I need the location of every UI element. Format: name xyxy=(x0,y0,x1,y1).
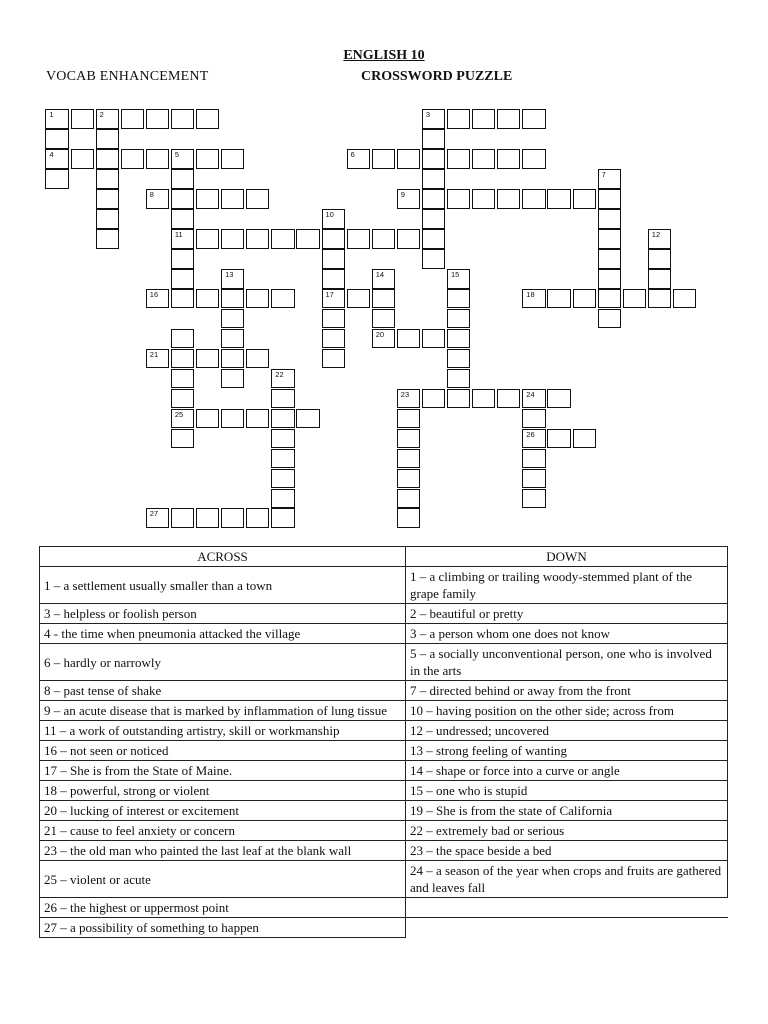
across-clue: 23 – the old man who painted the last leaf at the blank wall xyxy=(40,841,406,861)
crossword-cell[interactable] xyxy=(96,209,119,229)
crossword-cell[interactable] xyxy=(71,109,94,129)
crossword-cell[interactable] xyxy=(347,289,370,309)
page-title: ENGLISH 10 xyxy=(343,48,425,63)
crossword-cell[interactable] xyxy=(648,289,671,309)
table-row xyxy=(40,644,728,681)
clue-number: 8 xyxy=(149,190,154,200)
crossword-cell[interactable] xyxy=(497,149,520,169)
crossword-cell[interactable] xyxy=(171,229,194,249)
clue-number: 18 xyxy=(526,289,535,299)
crossword-cell[interactable] xyxy=(497,189,520,209)
crossword-cell[interactable] xyxy=(522,469,545,489)
crossword-cell[interactable] xyxy=(146,289,169,309)
crossword-cell[interactable] xyxy=(196,349,219,369)
crossword-cell[interactable] xyxy=(422,129,445,149)
crossword-cell[interactable] xyxy=(598,249,621,269)
clue-number: 6 xyxy=(350,150,355,160)
crossword-cell[interactable] xyxy=(96,109,119,129)
clue-number: 26 xyxy=(526,429,535,439)
crossword-cell[interactable] xyxy=(45,129,68,149)
crossword-cell[interactable] xyxy=(397,429,420,449)
clue-number: 22 xyxy=(275,369,284,379)
across-clue: 9 – an acute disease that is marked by inflammation of lung tissue xyxy=(40,701,406,721)
crossword-cell[interactable] xyxy=(322,209,345,229)
crossword-cell[interactable] xyxy=(397,409,420,429)
crossword-cell[interactable] xyxy=(422,389,445,409)
crossword-cell[interactable] xyxy=(322,309,345,329)
crossword-cell[interactable] xyxy=(246,508,269,528)
across-clue: 11 – a work of outstanding artistry, skill or workmanship xyxy=(40,721,406,741)
crossword-cell[interactable] xyxy=(397,449,420,469)
crossword-cell[interactable] xyxy=(447,269,470,289)
crossword-cell[interactable] xyxy=(271,389,294,409)
clues-table xyxy=(39,546,728,938)
crossword-cell[interactable] xyxy=(146,349,169,369)
crossword-cell[interactable] xyxy=(472,389,495,409)
table-row xyxy=(40,721,728,741)
clue-number: 16 xyxy=(149,289,159,299)
down-clue: 22 – extremely bad or serious xyxy=(406,821,728,841)
table-row xyxy=(40,898,728,918)
table-row xyxy=(40,701,728,721)
clue-number: 15 xyxy=(451,270,460,279)
crossword-cell[interactable] xyxy=(45,149,68,169)
crossword-cell[interactable] xyxy=(271,409,294,429)
table-row xyxy=(40,681,728,701)
crossword-cell[interactable] xyxy=(146,149,169,169)
crossword-cell[interactable] xyxy=(196,409,219,429)
empty-cell xyxy=(406,898,728,918)
crossword-cell[interactable] xyxy=(598,209,621,229)
across-clue: 4 - the time when pneumonia attacked the village xyxy=(40,624,406,644)
crossword-cell[interactable] xyxy=(573,289,596,309)
crossword-cell[interactable] xyxy=(171,249,194,269)
clue-number: 10 xyxy=(325,210,334,220)
crossword-cell[interactable] xyxy=(422,209,445,229)
crossword-cell[interactable] xyxy=(171,289,194,309)
crossword-cell[interactable] xyxy=(673,289,696,309)
crossword-cell[interactable] xyxy=(522,449,545,469)
clue-number: 1 xyxy=(49,110,54,120)
clue-number: 17 xyxy=(325,289,334,299)
crossword-cell[interactable] xyxy=(221,369,244,389)
clue-rows xyxy=(40,567,728,938)
crossword-cell[interactable] xyxy=(246,349,269,369)
crossword-cell[interactable] xyxy=(347,229,370,249)
crossword-cell[interactable] xyxy=(322,269,345,289)
crossword-cell[interactable] xyxy=(522,189,545,209)
table-row xyxy=(40,761,728,781)
crossword-cell[interactable] xyxy=(121,149,144,169)
crossword-cell[interactable] xyxy=(271,289,294,309)
table-row xyxy=(40,841,728,861)
crossword-cell[interactable] xyxy=(422,109,445,129)
crossword-cell[interactable] xyxy=(221,329,244,349)
crossword-cell[interactable] xyxy=(447,349,470,369)
crossword-cell[interactable] xyxy=(522,389,545,409)
crossword-cell[interactable] xyxy=(296,409,319,429)
crossword-cell[interactable] xyxy=(322,229,345,249)
crossword-cell[interactable] xyxy=(397,469,420,489)
crossword-cell[interactable] xyxy=(196,229,219,249)
clue-number: 27 xyxy=(149,509,159,519)
crossword-cell[interactable] xyxy=(171,149,194,169)
down-clue: 3 – a person whom one does not know xyxy=(406,624,728,644)
table-row xyxy=(40,918,728,938)
across-clue: 25 – violent or acute xyxy=(40,861,406,898)
crossword-cell[interactable] xyxy=(547,429,570,449)
crossword-cell[interactable] xyxy=(648,249,671,269)
crossword-cell[interactable] xyxy=(472,109,495,129)
crossword-cell[interactable] xyxy=(447,189,470,209)
empty-cell xyxy=(406,918,728,938)
crossword-cell[interactable] xyxy=(196,508,219,528)
crossword-cell[interactable] xyxy=(648,269,671,289)
crossword-cell[interactable] xyxy=(447,109,470,129)
crossword-cell[interactable] xyxy=(372,329,395,349)
clue-number: 24 xyxy=(526,389,535,399)
crossword-cell[interactable] xyxy=(397,229,420,249)
crossword-cell[interactable] xyxy=(221,409,244,429)
crossword-cell[interactable] xyxy=(347,149,370,169)
crossword-cell[interactable] xyxy=(221,229,244,249)
crossword-cell[interactable] xyxy=(271,449,294,469)
crossword-cell[interactable] xyxy=(196,109,219,129)
crossword-cell[interactable] xyxy=(397,389,420,409)
across-header: ACROSS xyxy=(40,547,406,567)
crossword-cell[interactable] xyxy=(322,349,345,369)
clue-number: 5 xyxy=(174,150,180,160)
crossword-cell[interactable] xyxy=(171,329,194,349)
crossword-cell[interactable] xyxy=(598,229,621,249)
table-row xyxy=(40,741,728,761)
crossword-cell[interactable] xyxy=(447,309,470,329)
table-row xyxy=(40,604,728,624)
crossword-cell[interactable] xyxy=(372,229,395,249)
across-clue: 26 – the highest or uppermost point xyxy=(40,898,406,918)
crossword-cell[interactable] xyxy=(573,429,596,449)
crossword-cell[interactable] xyxy=(196,189,219,209)
crossword-cell[interactable] xyxy=(121,109,144,129)
down-clue: 10 – having position on the other side; across from xyxy=(406,701,728,721)
clue-number: 21 xyxy=(149,349,159,359)
across-clue: 6 – hardly or narrowly xyxy=(40,644,406,681)
crossword-cell[interactable] xyxy=(271,369,294,389)
crossword-cell[interactable] xyxy=(547,289,570,309)
crossword-cell[interactable] xyxy=(96,149,119,169)
down-clue: 7 – directed behind or away from the front xyxy=(406,681,728,701)
crossword-cell[interactable] xyxy=(522,289,545,309)
clue-number: 11 xyxy=(174,230,183,240)
crossword-cell[interactable] xyxy=(372,149,395,169)
crossword-cell[interactable] xyxy=(372,269,395,289)
crossword-cell[interactable] xyxy=(271,489,294,509)
crossword-cell[interactable] xyxy=(648,229,671,249)
crossword-cell[interactable] xyxy=(372,309,395,329)
crossword-cell[interactable] xyxy=(397,508,420,528)
clue-number: 23 xyxy=(400,389,410,399)
crossword-cell[interactable] xyxy=(573,189,596,209)
clue-number: 25 xyxy=(174,409,184,419)
crossword-cell[interactable] xyxy=(171,508,194,528)
crossword-cell[interactable] xyxy=(447,149,470,169)
crossword-cell[interactable] xyxy=(472,189,495,209)
crossword-cell[interactable] xyxy=(422,329,445,349)
crossword-cell[interactable] xyxy=(196,149,219,169)
crossword-cell[interactable] xyxy=(171,189,194,209)
crossword-cell[interactable] xyxy=(171,109,194,129)
crossword-cell[interactable] xyxy=(522,429,545,449)
crossword-cell[interactable] xyxy=(45,109,68,129)
worksheet-subtitle: VOCAB ENHANCEMENT xyxy=(46,69,209,84)
down-clue: 19 – She is from the state of California xyxy=(406,801,728,821)
clue-number: 7 xyxy=(601,170,606,180)
crossword-cell[interactable] xyxy=(497,109,520,129)
crossword-cell[interactable] xyxy=(547,189,570,209)
down-header: DOWN xyxy=(406,547,728,567)
across-clue: 1 – a settlement usually smaller than a town xyxy=(40,567,406,604)
crossword-cell[interactable] xyxy=(522,489,545,509)
down-clue: 5 – a socially unconventional person, one who is involved in the arts xyxy=(406,644,728,681)
crossword-cell[interactable] xyxy=(96,169,119,189)
crossword-cell[interactable] xyxy=(598,169,621,189)
crossword-cell[interactable] xyxy=(598,269,621,289)
crossword-cell[interactable] xyxy=(96,129,119,149)
down-clue: 14 – shape or force into a curve or angle xyxy=(406,761,728,781)
crossword-cell[interactable] xyxy=(221,309,244,329)
clue-number: 13 xyxy=(225,270,234,279)
crossword-cell[interactable] xyxy=(96,189,119,209)
crossword-cell[interactable] xyxy=(422,249,445,269)
crossword-cell[interactable] xyxy=(271,508,294,528)
crossword-cell[interactable] xyxy=(271,229,294,249)
crossword-cell[interactable] xyxy=(271,469,294,489)
down-clue: 15 – one who is stupid xyxy=(406,781,728,801)
crossword-cell[interactable] xyxy=(422,229,445,249)
crossword-cell[interactable] xyxy=(322,329,345,349)
puzzle-heading: CROSSWORD PUZZLE xyxy=(361,69,513,84)
clue-number: 3 xyxy=(425,110,431,120)
crossword-cell[interactable] xyxy=(447,329,470,349)
clue-number: 2 xyxy=(99,110,104,120)
crossword-cell[interactable] xyxy=(547,389,570,409)
crossword-cell[interactable] xyxy=(447,389,470,409)
across-clue: 18 – powerful, strong or violent xyxy=(40,781,406,801)
table-row xyxy=(40,624,728,644)
down-clue: 23 – the space beside a bed xyxy=(406,841,728,861)
crossword-cell[interactable] xyxy=(397,189,420,209)
down-clue: 24 – a season of the year when crops and fruits are gathered and leaves fall xyxy=(406,861,728,898)
crossword-cell[interactable] xyxy=(221,269,244,289)
crossword-cell[interactable] xyxy=(372,289,395,309)
crossword-cell[interactable] xyxy=(397,489,420,509)
crossword-cell[interactable] xyxy=(246,229,269,249)
crossword-cell[interactable] xyxy=(422,169,445,189)
crossword-cell[interactable] xyxy=(221,149,244,169)
crossword-cell[interactable] xyxy=(221,189,244,209)
crossword-cell[interactable] xyxy=(221,508,244,528)
crossword-cell[interactable] xyxy=(322,249,345,269)
table-row xyxy=(40,781,728,801)
crossword-cell[interactable] xyxy=(598,309,621,329)
clue-number: 9 xyxy=(400,190,405,200)
crossword-cell[interactable] xyxy=(246,289,269,309)
table-row xyxy=(40,567,728,604)
crossword-cell[interactable] xyxy=(171,429,194,449)
crossword-cell[interactable] xyxy=(96,229,119,249)
clue-number: 12 xyxy=(651,230,661,240)
crossword-cell[interactable] xyxy=(246,189,269,209)
crossword-cell[interactable] xyxy=(322,289,345,309)
crossword-cell[interactable] xyxy=(472,149,495,169)
crossword-cell[interactable] xyxy=(271,429,294,449)
table-row xyxy=(40,821,728,841)
crossword-cell[interactable] xyxy=(171,349,194,369)
crossword-cell[interactable] xyxy=(623,289,646,309)
crossword-cell[interactable] xyxy=(422,189,445,209)
crossword-cell[interactable] xyxy=(497,389,520,409)
crossword-cell[interactable] xyxy=(598,289,621,309)
crossword-cell[interactable] xyxy=(522,109,545,129)
crossword-cell[interactable] xyxy=(171,269,194,289)
crossword-cell[interactable] xyxy=(422,149,445,169)
down-clue: 2 – beautiful or pretty xyxy=(406,604,728,624)
crossword-cell[interactable] xyxy=(171,169,194,189)
crossword-cell[interactable] xyxy=(522,149,545,169)
table-row xyxy=(40,861,728,898)
down-clue: 13 – strong feeling of wanting xyxy=(406,741,728,761)
crossword-cell[interactable] xyxy=(447,369,470,389)
across-clue: 8 – past tense of shake xyxy=(40,681,406,701)
crossword-cell[interactable] xyxy=(45,169,68,189)
down-clue: 1 – a climbing or trailing woody-stemmed plant of the grape family xyxy=(406,567,728,604)
crossword-cell[interactable] xyxy=(522,409,545,429)
clue-number: 4 xyxy=(49,150,54,160)
crossword-cell[interactable] xyxy=(146,508,169,528)
crossword-cell[interactable] xyxy=(71,149,94,169)
crossword-cell[interactable] xyxy=(246,409,269,429)
across-clue: 17 – She is from the State of Maine. xyxy=(40,761,406,781)
across-clue: 21 – cause to feel anxiety or concern xyxy=(40,821,406,841)
across-clue: 16 – not seen or noticed xyxy=(40,741,406,761)
crossword-cell[interactable] xyxy=(397,329,420,349)
table-row xyxy=(40,801,728,821)
crossword-cell[interactable] xyxy=(221,289,244,309)
crossword-cell[interactable] xyxy=(598,189,621,209)
clue-number: 14 xyxy=(375,270,385,279)
crossword-cell[interactable] xyxy=(171,369,194,389)
clue-number: 20 xyxy=(375,329,385,339)
across-clue: 3 – helpless or foolish person xyxy=(40,604,406,624)
crossword-cell[interactable] xyxy=(171,209,194,229)
crossword-cell[interactable] xyxy=(171,389,194,409)
crossword-cell[interactable] xyxy=(146,189,169,209)
across-clue: 27 – a possibility of something to happen xyxy=(40,918,406,938)
crossword-cell[interactable] xyxy=(146,109,169,129)
crossword-cell[interactable] xyxy=(397,149,420,169)
across-clue: 20 – lucking of interest or excitement xyxy=(40,801,406,821)
crossword-cell[interactable] xyxy=(447,289,470,309)
crossword-cell[interactable] xyxy=(196,289,219,309)
crossword-cell[interactable] xyxy=(221,349,244,369)
crossword-cell[interactable] xyxy=(171,409,194,429)
crossword-cell[interactable] xyxy=(296,229,319,249)
down-clue: 12 – undressed; uncovered xyxy=(406,721,728,741)
